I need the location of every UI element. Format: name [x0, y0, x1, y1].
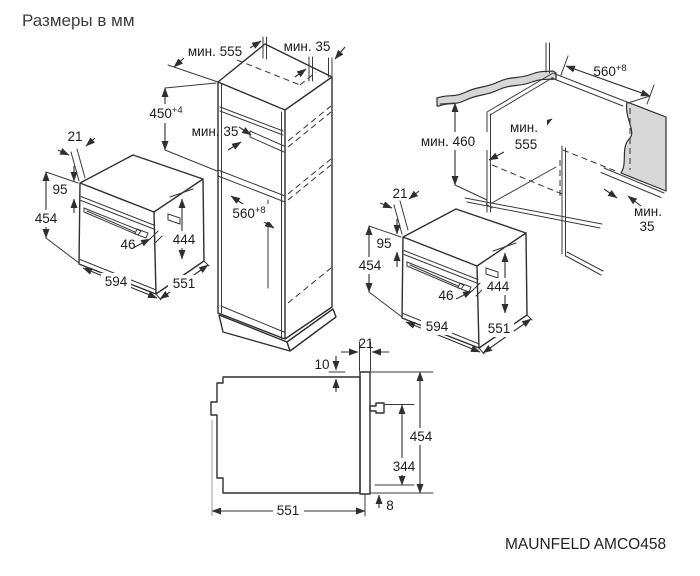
- oven-side-door: [360, 372, 370, 494]
- counter-niche-hidden-lines: [492, 150, 618, 196]
- dim-oven-left-95: 95: [52, 182, 68, 197]
- view-oven-side: [211, 336, 435, 519]
- dim-counter-460: мин. 460: [420, 134, 476, 149]
- dim-oven-left-551: 551: [172, 276, 196, 291]
- dim-counter-555-value: 555: [514, 137, 538, 152]
- dim-oven-right-46: 46: [438, 288, 454, 303]
- dim-oven-right-551: 551: [487, 321, 511, 336]
- page-title: Размеры в мм: [22, 11, 135, 30]
- dim-oven-right-door-protrusion: [380, 186, 419, 234]
- dim-counter-niche-width: [566, 63, 650, 96]
- tall-cabinet-body: [218, 44, 336, 351]
- dim-side-454: 454: [409, 429, 433, 444]
- dim-oven-left-21: 21: [67, 129, 83, 144]
- dim-cabinet-niche-height: [146, 88, 190, 150]
- oven-side-body: [211, 377, 360, 493]
- dim-side-551: 551: [276, 503, 300, 518]
- dim-oven-left-panel-height: [52, 166, 74, 213]
- dim-side-10: 10: [314, 357, 330, 372]
- dim-side-344: 344: [392, 459, 416, 474]
- dim-oven-right-21: 21: [392, 186, 408, 201]
- dim-oven-left-594: 594: [104, 274, 128, 289]
- dim-counter-560: $560^{+8}$: [593, 63, 627, 79]
- dim-side-bottom-gap: [379, 495, 394, 513]
- dim-oven-right-depth: [479, 315, 532, 354]
- dim-cabinet-wall-gap-label: мин. 35: [283, 39, 331, 54]
- countertop-slab: [437, 71, 556, 106]
- dim-oven-right-594: 594: [425, 319, 449, 334]
- dim-rear-vent-gap-label: мин. 35: [191, 124, 239, 139]
- dim-niche-height-label: $450^{+4}$: [149, 105, 183, 121]
- dim-side-top-gap: [314, 356, 336, 392]
- view-oven-right: [355, 186, 532, 354]
- model-label: MAUNFELD AMCO458: [505, 536, 667, 553]
- dim-side-depth: [212, 502, 365, 519]
- dim-side-21: 21: [358, 336, 374, 351]
- dim-oven-right-95: 95: [376, 236, 392, 251]
- dim-oven-left-454: 454: [34, 211, 58, 226]
- dim-cabinet-depth-min-label: мин. 555: [187, 44, 243, 59]
- dim-oven-right-444: 444: [486, 279, 510, 294]
- dim-oven-right-454: 454: [358, 258, 382, 273]
- dim-oven-left-444: 444: [172, 232, 196, 247]
- dim-counter-35-value: 35: [639, 219, 655, 234]
- dim-counter-depth-min: [489, 119, 552, 160]
- dim-side-door-thickness: [341, 336, 389, 352]
- dim-counter-height-min: [410, 103, 488, 200]
- dim-counter-555-word: мин.: [509, 120, 539, 135]
- dim-side-8: 8: [386, 498, 394, 513]
- dim-oven-left-door-protrusion: [58, 129, 95, 181]
- dim-oven-left-46: 46: [120, 237, 136, 252]
- oven-side-handle: [370, 403, 384, 413]
- dim-niche-width-label: $560^{+8}$: [232, 205, 266, 221]
- dim-counter-35-word: мин.: [633, 204, 663, 219]
- dim-counter-rear-gap-min: [604, 189, 662, 234]
- view-oven-left: [32, 129, 209, 300]
